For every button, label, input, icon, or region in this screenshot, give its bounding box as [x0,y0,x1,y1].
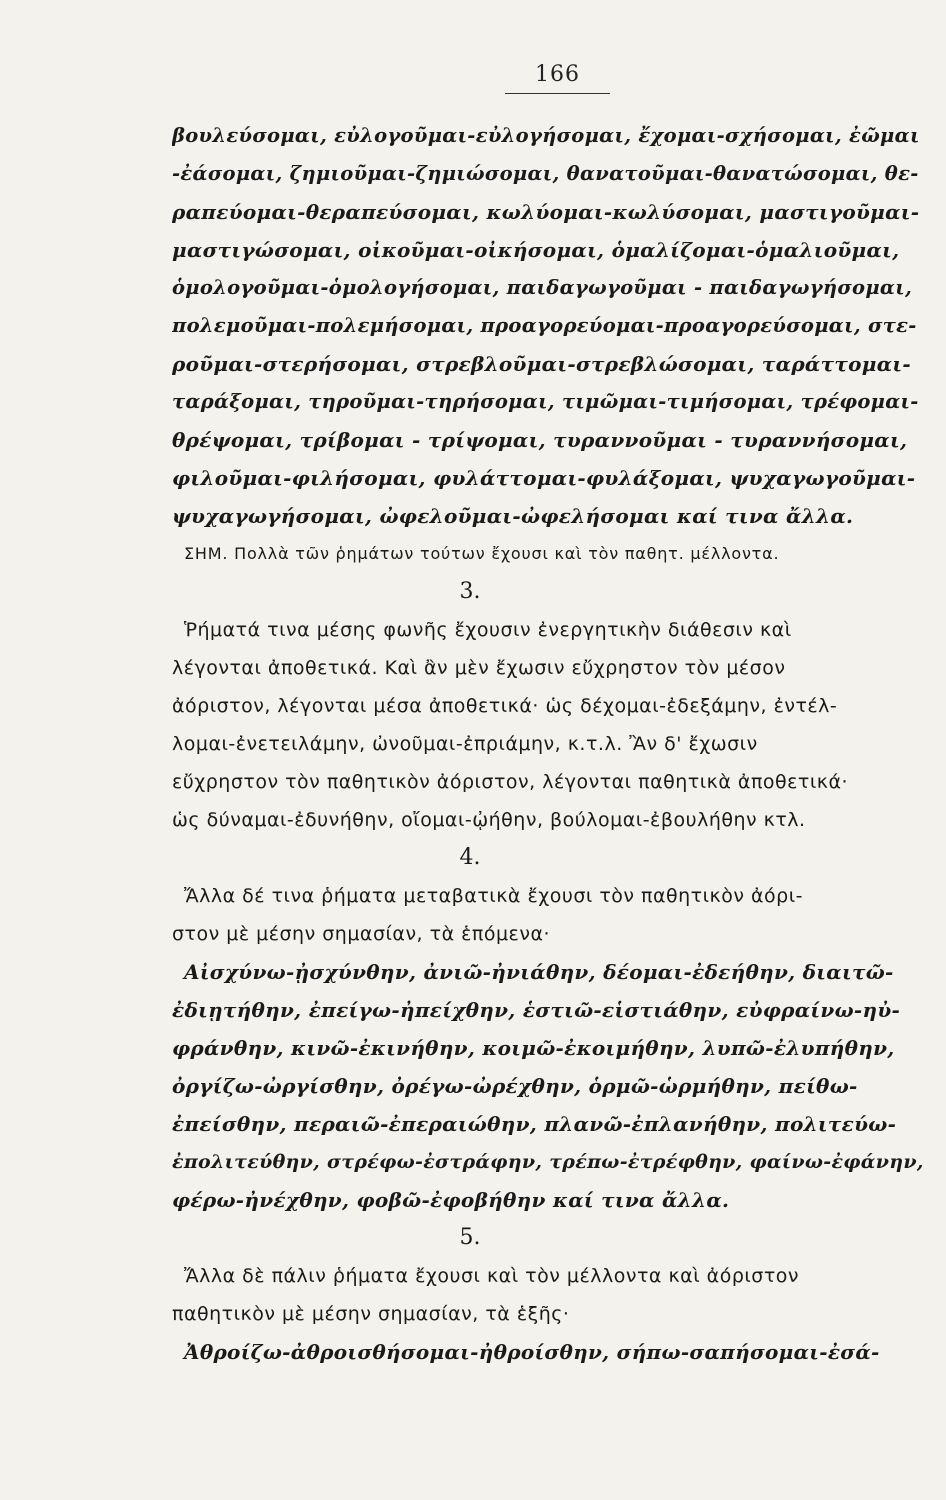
text-line: μαστιγώσομαι, οἰκοῦμαι-οἰκήσομαι, ὁμαλίζομαι-ὁμαλιοῦμαι, [172,238,900,262]
text-line: ἐπολιτεύθην, στρέφω-ἐστράφην, τρέπω-ἐτρέφθην, φαίνω-ἐφάνην, [172,1151,924,1173]
text-line: Ἄλλα δέ τινα ῥήματα μεταβατικὰ ἔχουσι τὸν παθητικὸν ἀόρι- [184,885,804,907]
text-line: εὔχρηστον τὸν παθητικὸν ἀόριστον, λέγονται παθητικὰ ἀποθετικά· [172,771,849,793]
text-line: ἐδιῃτήθην, ἐπείγω-ἠπείχθην, ἑστιῶ-εἱστιάθην, εὐφραίνω-ηὐ- [172,998,901,1022]
text-line: λομαι-ἐνετειλάμην, ὠνοῦμαι-ἐπριάμην, κ.τ.λ. Ἂν δ' ἔχωσιν [172,733,758,755]
text-line: φέρω-ἠνέχθην, φοβῶ-ἐφοβήθην καί τινα ἄλλα. [172,1188,730,1212]
text-line: ἀόριστον, λέγονται μέσα ἀποθετικά· ὡς δέχομαι-ἐδεξάμην, ἐντέλ- [172,695,838,717]
text-line: φράνθην, κινῶ-ἐκινήθην, κοιμῶ-ἐκοιμήθην, λυπῶ-ἐλυπήθην, [172,1036,895,1060]
text-line: -ἐάσομαι, ζημιοῦμαι-ζημιώσομαι, θανατοῦμαι-θανατώσομαι, θε- [172,162,919,185]
page-number: 166 [535,62,580,87]
page-header [505,62,610,94]
text-line: ὀργίζω-ὠργίσθην, ὀρέγω-ὠρέχθην, ὁρμῶ-ὡρμήθην, πείθω- [172,1074,858,1098]
text-line: ἐπείσθην, περαιῶ-ἐπεραιώθην, πλανῶ-ἐπλανήθην, πολιτεύω- [172,1112,897,1136]
text-line: ὁμολογοῦμαι-ὁμολογήσομαι, παιδαγωγοῦμαι - παιδαγωγήσομαι, [172,276,913,299]
text-line: θρέψομαι, τρίβομαι - τρίψομαι, τυραννοῦμαι - τυραννήσομαι, [172,428,908,452]
text-line: Ἄλλα δὲ πάλιν ῥήματα ἔχουσι καὶ τὸν μέλλοντα καὶ ἀόριστον [184,1265,800,1287]
text-line: ραπεύομαι-θεραπεύσομαι, κωλύομαι-κωλύσομαι, μαστιγοῦμαι- [172,200,920,224]
text-line: ταράξομαι, τηροῦμαι-τηρήσομαι, τιμῶμαι-τιμήσομαι, τρέφομαι- [172,390,919,413]
text-line: ροῦμαι-στερήσομαι, στρεβλοῦμαι-στρεβλώσομαι, ταράττομαι- [172,352,911,376]
text-line: στον μὲ μέσην σημασίαν, τὰ ἑπόμενα· [172,923,551,945]
section-number: 3. [459,579,481,604]
header-rule [505,93,610,94]
text-line: ψυχαγωγήσομαι, ὠφελοῦμαι-ὠφελήσομαι καί τινα ἄλλα. [172,504,854,528]
section-1-verb-list [172,117,928,1371]
section-number: 5. [459,1225,481,1250]
text-line: λέγονται ἀποθετικά. Καὶ ἂν μὲν ἔχωσιν εὔχρηστον τὸν μέσον [172,657,786,679]
note-line: ΣΗΜ. Πολλὰ τῶν ῥημάτων τούτων ἔχουσι καὶ τὸν παθητ. μέλλοντα. [184,544,780,563]
text-line: Ἀθροίζω-ἀθροισθήσομαι-ἠθροίσθην, σήπω-σαπήσομαι-ἐσά- [184,1340,880,1364]
text-line: βουλεύσομαι, εὐλογοῦμαι-εὐλογήσομαι, ἔχομαι-σχήσομαι, ἐῶμαι [172,124,920,147]
text-line: φιλοῦμαι-φιλήσομαι, φυλάττομαι-φυλάξομαι, ψυχαγωγοῦμαι- [172,466,916,490]
text-line: Αἰσχύνω-ᾐσχύνθην, ἀνιῶ-ἠνιάθην, δέομαι-ἐδεήθην, διαιτῶ- [184,960,894,984]
section-number: 4. [459,845,481,870]
text-line: παθητικὸν μὲ μέσην σημασίαν, τὰ ἑξῆς· [172,1303,570,1325]
text-line: πολεμοῦμαι-πολεμήσομαι, προαγορεύομαι-προαγορεύσομαι, στε- [172,314,917,337]
text-line: Ῥήματά τινα μέσης φωνῆς ἔχουσιν ἐνεργητικὴν διάθεσιν καὶ [184,619,792,641]
text-line: ὡς δύναμαι-ἐδυνήθην, οἴομαι-ᾠήθην, βούλομαι-ἐβουλήθην κτλ. [172,809,806,831]
